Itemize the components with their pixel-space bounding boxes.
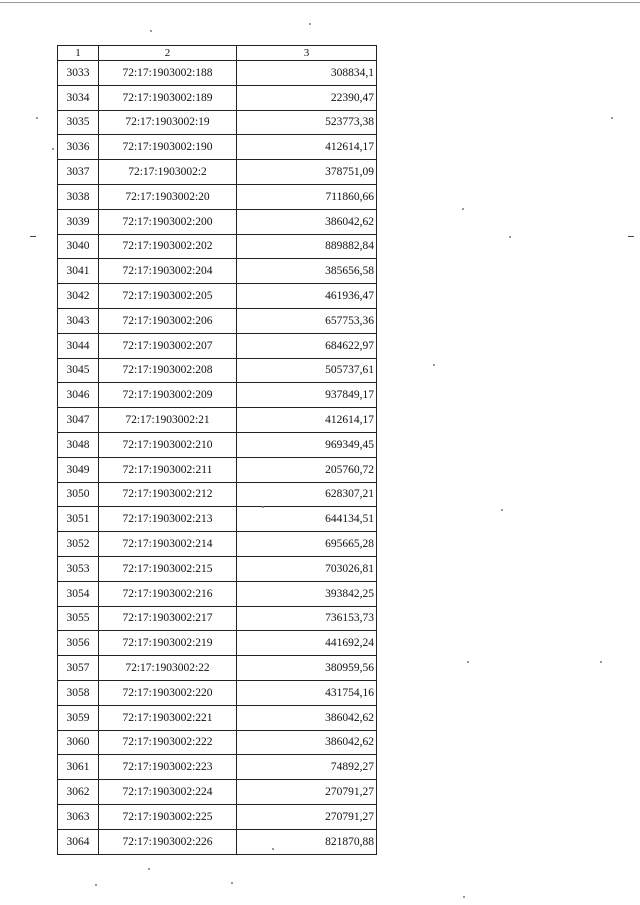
cadastral-number-cell: 72:17:1903002:190: [99, 135, 237, 160]
value-cell: 441692,24: [237, 631, 377, 656]
scan-speck: [600, 661, 602, 663]
cadastral-number-cell: 72:17:1903002:216: [99, 581, 237, 606]
table-row: [58, 507, 377, 532]
value-cell: 412614,17: [237, 135, 377, 160]
value-cell: 644134,51: [237, 507, 377, 532]
cadastral-number-cell: 72:17:1903002:200: [99, 209, 237, 234]
table-row: [58, 606, 377, 631]
row-number-cell: 3061: [58, 755, 99, 780]
cadastral-number-cell: 72:17:1903002:214: [99, 532, 237, 557]
table-row: [58, 631, 377, 656]
scan-speck: [52, 148, 54, 150]
table-row: [58, 259, 377, 284]
value-cell: 889882,84: [237, 234, 377, 259]
table-row: [58, 408, 377, 433]
cadastral-number-cell: 72:17:1903002:219: [99, 631, 237, 656]
value-cell: 711860,66: [237, 184, 377, 209]
cadastral-number-cell: 72:17:1903002:222: [99, 730, 237, 755]
column-header-3: 3: [237, 46, 377, 61]
value-cell: 703026,81: [237, 556, 377, 581]
row-number-cell: 3057: [58, 656, 99, 681]
data-table: [57, 45, 377, 855]
header-row: [58, 46, 377, 61]
cadastral-number-cell: 72:17:1903002:223: [99, 755, 237, 780]
value-cell: 736153,73: [237, 606, 377, 631]
scan-speck: [148, 868, 150, 870]
value-cell: 657753,36: [237, 308, 377, 333]
row-number-cell: 3035: [58, 110, 99, 135]
table-row: [58, 85, 377, 110]
row-number-cell: 3053: [58, 556, 99, 581]
row-number-cell: 3062: [58, 780, 99, 805]
table-row: [58, 482, 377, 507]
row-number-cell: 3034: [58, 85, 99, 110]
row-number-cell: 3048: [58, 432, 99, 457]
scan-speck: [36, 117, 38, 119]
row-number-cell: 3042: [58, 284, 99, 309]
table-row: [58, 160, 377, 185]
row-number-cell: 3051: [58, 507, 99, 532]
table-row: [58, 333, 377, 358]
row-number-cell: 3033: [58, 61, 99, 86]
cadastral-number-cell: 72:17:1903002:208: [99, 358, 237, 383]
row-number-cell: 3037: [58, 160, 99, 185]
cadastral-number-cell: 72:17:1903002:207: [99, 333, 237, 358]
value-cell: 412614,17: [237, 408, 377, 433]
table-row: [58, 209, 377, 234]
row-number-cell: 3036: [58, 135, 99, 160]
column-header-2: 2: [99, 46, 237, 61]
table-body: [58, 61, 377, 855]
table-row: [58, 755, 377, 780]
table-row: [58, 581, 377, 606]
row-number-cell: 3063: [58, 804, 99, 829]
cadastral-number-cell: 72:17:1903002:213: [99, 507, 237, 532]
table-row: [58, 184, 377, 209]
row-number-cell: 3040: [58, 234, 99, 259]
row-number-cell: 3064: [58, 829, 99, 854]
page-top-rule: [0, 2, 640, 3]
scan-speck: [433, 364, 435, 366]
scan-speck: [95, 884, 97, 886]
column-header-1: 1: [58, 46, 99, 61]
row-number-cell: 3045: [58, 358, 99, 383]
cadastral-number-cell: 72:17:1903002:20: [99, 184, 237, 209]
scan-speck: [509, 236, 511, 238]
table-row: [58, 61, 377, 86]
value-cell: 695665,28: [237, 532, 377, 557]
scan-speck: [467, 661, 469, 663]
cadastral-number-cell: 72:17:1903002:217: [99, 606, 237, 631]
table-row: [58, 804, 377, 829]
cadastral-number-cell: 72:17:1903002:188: [99, 61, 237, 86]
cadastral-number-cell: 72:17:1903002:21: [99, 408, 237, 433]
table-row: [58, 135, 377, 160]
cadastral-number-cell: 72:17:1903002:215: [99, 556, 237, 581]
scan-speck: [611, 117, 613, 119]
cadastral-number-cell: 72:17:1903002:202: [99, 234, 237, 259]
row-number-cell: 3052: [58, 532, 99, 557]
table-row: [58, 110, 377, 135]
row-number-cell: 3039: [58, 209, 99, 234]
table-row: [58, 656, 377, 681]
value-cell: 628307,21: [237, 482, 377, 507]
value-cell: 505737,61: [237, 358, 377, 383]
cadastral-number-cell: 72:17:1903002:210: [99, 432, 237, 457]
value-cell: 380959,56: [237, 656, 377, 681]
table-row: [58, 308, 377, 333]
value-cell: 308834,1: [237, 61, 377, 86]
row-number-cell: 3056: [58, 631, 99, 656]
value-cell: 378751,09: [237, 160, 377, 185]
row-number-cell: 3058: [58, 680, 99, 705]
value-cell: 523773,38: [237, 110, 377, 135]
cadastral-number-cell: 72:17:1903002:206: [99, 308, 237, 333]
row-number-cell: 3038: [58, 184, 99, 209]
value-cell: 969349,45: [237, 432, 377, 457]
cadastral-number-cell: 72:17:1903002:226: [99, 829, 237, 854]
value-cell: 74892,27: [237, 755, 377, 780]
row-number-cell: 3044: [58, 333, 99, 358]
scan-speck: [501, 509, 503, 511]
cadastral-number-cell: 72:17:1903002:224: [99, 780, 237, 805]
table-row: [58, 234, 377, 259]
row-number-cell: 3050: [58, 482, 99, 507]
table-row: [58, 383, 377, 408]
scan-mark: [30, 236, 36, 237]
scan-speck: [462, 208, 464, 210]
row-number-cell: 3055: [58, 606, 99, 631]
row-number-cell: 3054: [58, 581, 99, 606]
scan-mark: [628, 236, 634, 237]
scan-speck: [262, 506, 264, 508]
value-cell: 937849,17: [237, 383, 377, 408]
scan-speck: [231, 882, 233, 884]
row-number-cell: 3047: [58, 408, 99, 433]
scan-speck: [150, 30, 152, 32]
cadastral-number-cell: 72:17:1903002:209: [99, 383, 237, 408]
table-row: [58, 556, 377, 581]
document-sheet: [57, 45, 376, 855]
value-cell: 386042,62: [237, 209, 377, 234]
value-cell: 270791,27: [237, 780, 377, 805]
value-cell: 386042,62: [237, 730, 377, 755]
value-cell: 22390,47: [237, 85, 377, 110]
table-row: [58, 457, 377, 482]
table-row: [58, 284, 377, 309]
scan-speck: [309, 23, 311, 25]
value-cell: 386042,62: [237, 705, 377, 730]
row-number-cell: 3046: [58, 383, 99, 408]
cadastral-number-cell: 72:17:1903002:225: [99, 804, 237, 829]
cadastral-number-cell: 72:17:1903002:204: [99, 259, 237, 284]
cadastral-number-cell: 72:17:1903002:220: [99, 680, 237, 705]
value-cell: 385656,58: [237, 259, 377, 284]
value-cell: 821870,88: [237, 829, 377, 854]
table-row: [58, 358, 377, 383]
cadastral-number-cell: 72:17:1903002:205: [99, 284, 237, 309]
table-row: [58, 730, 377, 755]
table-header: [58, 46, 377, 61]
table-row: [58, 780, 377, 805]
cadastral-number-cell: 72:17:1903002:189: [99, 85, 237, 110]
value-cell: 393842,25: [237, 581, 377, 606]
scan-speck: [272, 848, 274, 850]
table-row: [58, 532, 377, 557]
cadastral-number-cell: 72:17:1903002:221: [99, 705, 237, 730]
row-number-cell: 3049: [58, 457, 99, 482]
row-number-cell: 3060: [58, 730, 99, 755]
value-cell: 270791,27: [237, 804, 377, 829]
row-number-cell: 3043: [58, 308, 99, 333]
cadastral-number-cell: 72:17:1903002:19: [99, 110, 237, 135]
table-row: [58, 829, 377, 854]
row-number-cell: 3041: [58, 259, 99, 284]
value-cell: 461936,47: [237, 284, 377, 309]
table-row: [58, 705, 377, 730]
cadastral-number-cell: 72:17:1903002:211: [99, 457, 237, 482]
value-cell: 205760,72: [237, 457, 377, 482]
cadastral-number-cell: 72:17:1903002:2: [99, 160, 237, 185]
value-cell: 684622,97: [237, 333, 377, 358]
table-row: [58, 680, 377, 705]
cadastral-number-cell: 72:17:1903002:212: [99, 482, 237, 507]
row-number-cell: 3059: [58, 705, 99, 730]
table-row: [58, 432, 377, 457]
scan-speck: [463, 896, 465, 898]
cadastral-number-cell: 72:17:1903002:22: [99, 656, 237, 681]
value-cell: 431754,16: [237, 680, 377, 705]
